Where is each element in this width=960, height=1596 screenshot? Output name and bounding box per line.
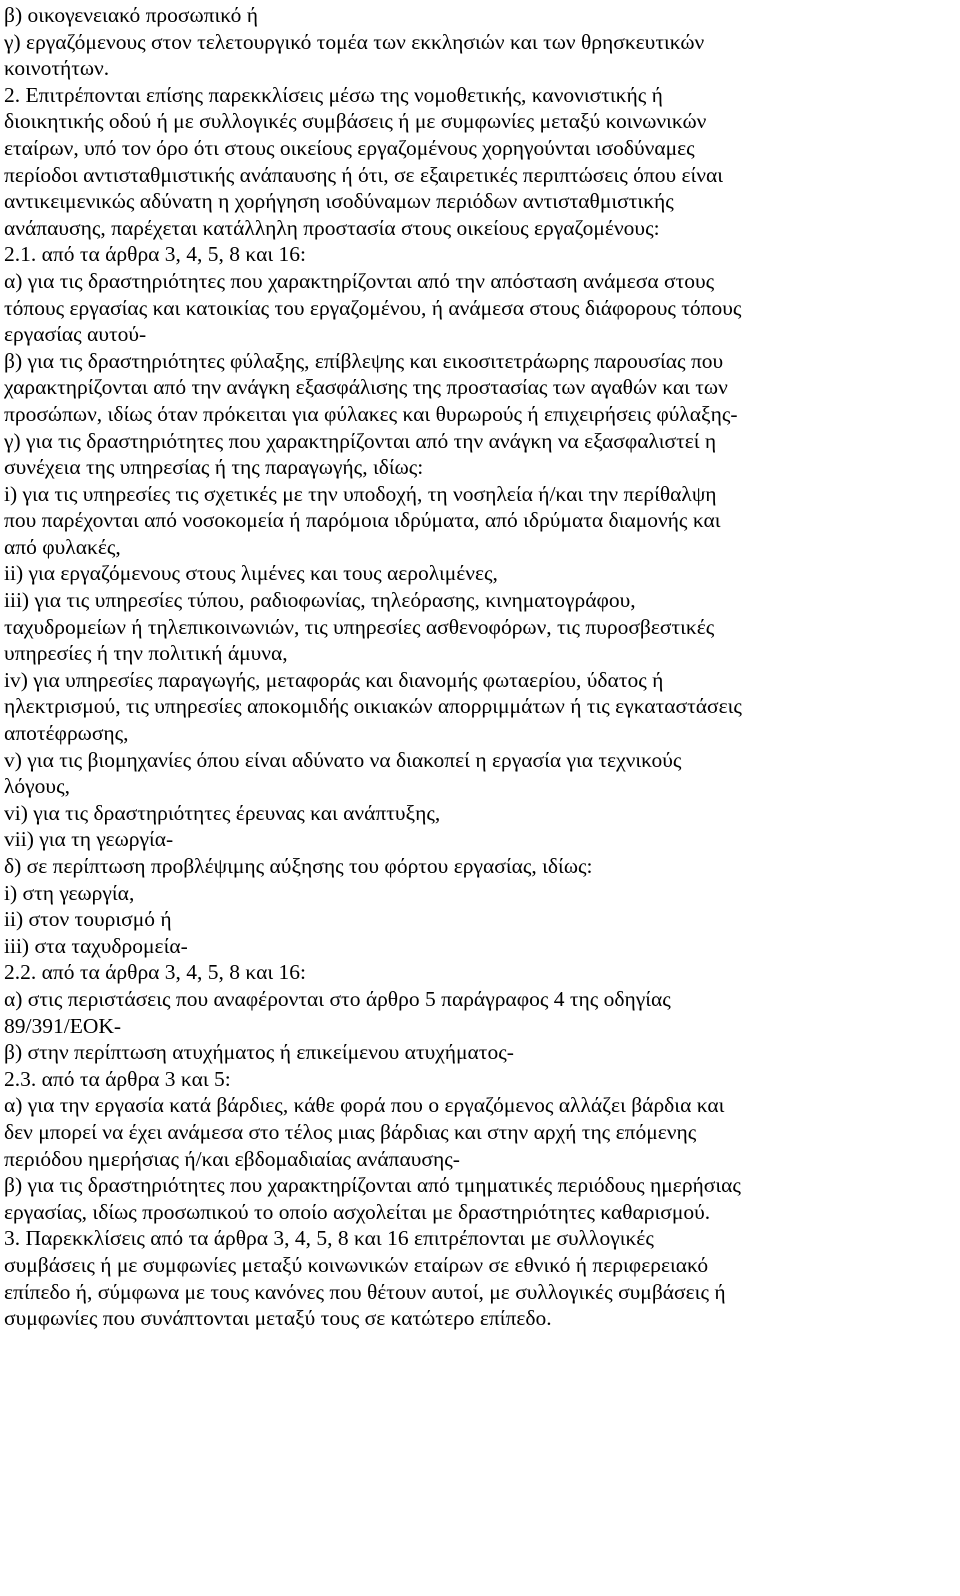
text-line: iv) για υπηρεσίες παραγωγής, μεταφοράς και διανομής φωταερίου, ύδατος ή xyxy=(4,667,664,692)
text-line: συνέχεια της υπηρεσίας ή της παραγωγής, ιδίως: xyxy=(4,455,424,480)
text-line: 89/391/ΕΟΚ- xyxy=(4,1013,122,1038)
text-line: τόπους εργασίας και κατοικίας του εργαζομένου, ή ανάμεσα στους διάφορους τόπους xyxy=(4,295,742,320)
text-line: i) για τις υπηρεσίες τις σχετικές με την υποδοχή, τη νοσηλεία ή/και την περίθαλψη xyxy=(4,481,717,506)
text-line: ηλεκτρισμού, τις υπηρεσίες αποκομιδής οικιακών απορριμμάτων ή τις εγκαταστάσεις xyxy=(4,694,742,719)
text-line: α) για την εργασία κατά βάρδιες, κάθε φορά που ο εργαζόμενος αλλάζει βάρδια και xyxy=(4,1093,725,1118)
text-line: δ) σε περίπτωση προβλέψιμης αύξησης του φόρτου εργασίας, ιδίως: xyxy=(4,854,593,878)
text-line: β) για τις δραστηριότητες φύλαξης, επίβλεψης και εικοσιτετράωρης παρουσίας που xyxy=(4,348,724,373)
text-line: ταχυδρομείων ή τηλεπικοινωνιών, τις υπηρεσίες ασθενοφόρων, τις πυροσβεστικές xyxy=(4,614,715,639)
text-line: 2.3. από τα άρθρα 3 και 5: xyxy=(4,1066,231,1091)
text-line: συμφωνίες που συνάπτονται μεταξύ τους σε κατώτερο επίπεδο. xyxy=(4,1306,552,1331)
text-line: περιόδου ημερήσιας ή/και εβδομαδιαίας ανάπαυσης- xyxy=(4,1146,460,1171)
text-line: 2.1. από τα άρθρα 3, 4, 5, 8 και 16: xyxy=(4,242,306,267)
text-line: συμβάσεις ή με συμφωνίες μεταξύ κοινωνικών εταίρων σε εθνικό ή περιφερειακό xyxy=(4,1252,709,1277)
text-line: β) για τις δραστηριότητες που χαρακτηρίζονται από τμηματικές περιόδους ημερήσιας xyxy=(4,1173,741,1198)
text-line: 2. Επιτρέπονται επίσης παρεκκλίσεις μέσω της νομοθετικής, κανονιστικής ή xyxy=(4,82,663,107)
text-line: β) στην περίπτωση ατυχήματος ή επικείμενου ατυχήματος- xyxy=(4,1040,514,1065)
text-line: vii) για τη γεωργία- xyxy=(4,827,174,852)
text-line: iii) για τις υπηρεσίες τύπου, ραδιοφωνίας, τηλεόρασης, κινηματογράφου, xyxy=(4,588,636,613)
document-text-body xyxy=(4,2,948,1332)
text-line: i) στη γεωργία, xyxy=(4,880,135,905)
text-line: εταίρων, υπό τον όρο ότι στους οικείους εργαζομένους χορηγούνται ισοδύναμες xyxy=(4,135,695,160)
text-line: που παρέχονται από νοσοκομεία ή παρόμοια ιδρύματα, από ιδρύματα διαμονής και xyxy=(4,508,721,533)
text-line: αντικειμενικώς αδύνατη η χορήγηση ισοδύναμων περιόδων αντισταθμιστικής xyxy=(4,189,674,214)
text-line: εργασίας, ιδίως προσωπικού το οποίο ασχολείται με δραστηριότητες καθαρισμού. xyxy=(4,1199,711,1224)
text-line: περίοδοι αντισταθμιστικής ανάπαυσης ή ότι, σε εξαιρετικές περιπτώσεις όπου είναι xyxy=(4,162,724,187)
text-line: από φυλακές, xyxy=(4,534,121,559)
text-line: iii) στα ταχυδρομεία- xyxy=(4,933,188,958)
text-line: β) οικογενειακό προσωπικό ή xyxy=(4,3,259,27)
text-line: γ) εργαζόμενους στον τελετουργικό τομέα των εκκλησιών και των θρησκευτικών xyxy=(4,29,705,54)
text-line: λόγους, xyxy=(4,774,70,799)
text-line: επίπεδο ή, σύμφωνα με τους κανόνες που θέτουν αυτοί, με συλλογικές συμβάσεις ή xyxy=(4,1279,726,1304)
text-line: α) για τις δραστηριότητες που χαρακτηρίζονται από την απόσταση ανάμεσα στους xyxy=(4,268,715,293)
text-line: εργασίας αυτού- xyxy=(4,322,147,347)
text-line: v) για τις βιομηχανίες όπου είναι αδύνατο να διακοπεί η εργασία για τεχνικούς xyxy=(4,747,682,772)
text-line: vi) για τις δραστηριότητες έρευνας και ανάπτυξης, xyxy=(4,800,441,825)
text-line: ii) στον τουρισμό ή xyxy=(4,907,172,932)
text-line: 2.2. από τα άρθρα 3, 4, 5, 8 και 16: xyxy=(4,960,306,985)
text-line: ii) για εργαζόμενους στους λιμένες και τους αερολιμένες, xyxy=(4,561,498,586)
text-line: χαρακτηρίζονται από την ανάγκη εξασφάλισης της προστασίας των αγαθών και των xyxy=(4,375,728,400)
text-line: 3. Παρεκκλίσεις από τα άρθρα 3, 4, 5, 8 και 16 επιτρέπονται με συλλογικές xyxy=(4,1226,654,1251)
text-line: αποτέφρωσης, xyxy=(4,721,129,746)
text-line: γ) για τις δραστηριότητες που χαρακτηρίζονται από την ανάγκη να εξασφαλιστεί η xyxy=(4,428,717,453)
text-line: κοινοτήτων. xyxy=(4,56,110,81)
text-line: υπηρεσίες ή την πολιτική άμυνα, xyxy=(4,641,288,666)
text-line: δεν μπορεί να έχει ανάμεσα στο τέλος μιας βάρδιας και στην αρχή της επόμενης xyxy=(4,1119,697,1144)
text-line: προσώπων, ιδίως όταν πρόκειται για φύλακες και θυρωρούς ή επιχειρήσεις φύλαξης- xyxy=(4,401,738,426)
text-line: διοικητικής οδού ή με συλλογικές συμβάσεις ή με συμφωνίες μεταξύ κοινωνικών xyxy=(4,109,707,134)
text-line: ανάπαυσης, παρέχεται κατάλληλη προστασία στους οικείους εργαζομένους: xyxy=(4,215,660,240)
text-line: α) στις περιστάσεις που αναφέρονται στο άρθρο 5 παράγραφος 4 της οδηγίας xyxy=(4,986,671,1011)
